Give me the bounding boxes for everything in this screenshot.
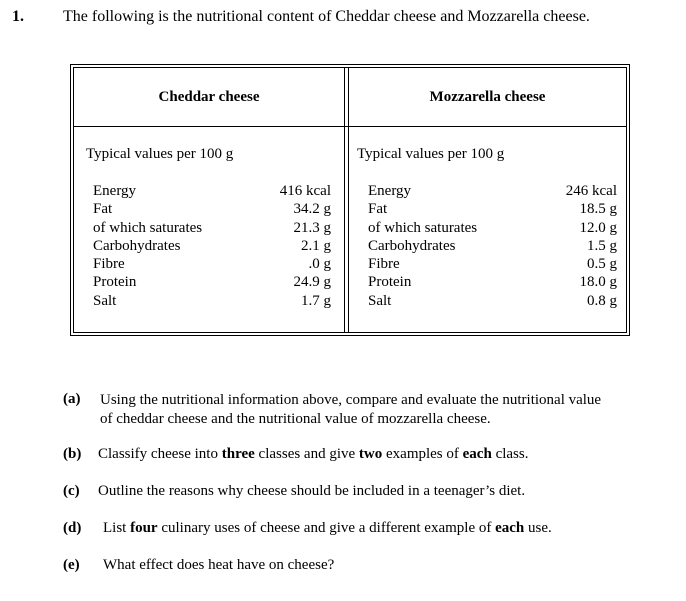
part-c-text: Outline the reasons why cheese should be included in a teenager’s diet. (98, 483, 526, 499)
nutrient-name: Protein (368, 274, 412, 291)
table-column-divider (348, 67, 349, 333)
part-e-label: (e) (63, 557, 80, 573)
nutrient-value: 2.1 g (301, 237, 331, 254)
part-e-text: What effect does heat have on cheese? (103, 557, 335, 573)
emphasis: three (221, 446, 255, 462)
table-header-divider (73, 126, 627, 127)
nutrient-name: Fibre (368, 256, 400, 273)
text-run: culinary uses of cheese and give a different example of (157, 520, 496, 536)
cheddar-nutrient-values (240, 182, 331, 310)
part-d-text (103, 520, 552, 537)
nutrient-name: of which saturates (93, 219, 203, 236)
part-c-label: (c) (63, 483, 80, 499)
question-intro: The following is the nutritional content of Cheddar cheese and Mozzarella cheese. (63, 8, 590, 25)
nutrient-name: Fibre (93, 256, 125, 273)
nutrient-value: 34.2 g (293, 201, 331, 218)
question-number: 1. (12, 8, 24, 25)
part-b-text (98, 446, 528, 463)
mozzarella-typical-values: Typical values per 100 g (357, 146, 505, 162)
nutrient-value: 0.5 g (587, 256, 617, 273)
text-run: examples of (382, 446, 463, 462)
nutrient-name: Energy (368, 183, 412, 199)
text-run: class. (491, 446, 529, 462)
cheddar-header: Cheddar cheese (158, 89, 260, 105)
nutrient-name: Salt (93, 292, 117, 309)
nutrient-name: Fat (93, 201, 113, 218)
nutrient-name: Energy (93, 183, 137, 199)
nutrient-value: 18.0 g (579, 274, 617, 291)
emphasis: four (130, 520, 158, 536)
part-a-label: (a) (63, 391, 81, 407)
text-run: Classify cheese into (98, 446, 222, 462)
nutrient-value: 0.8 g (587, 292, 617, 309)
cheddar-nutrient-names (93, 182, 202, 310)
part-a-text (100, 391, 660, 429)
nutrient-value: 416 kcal (279, 183, 331, 199)
nutrient-value: 24.9 g (293, 274, 331, 291)
nutrient-value: 246 kcal (565, 183, 617, 199)
nutrient-value: 18.5 g (579, 201, 617, 218)
emphasis: each (462, 446, 492, 462)
mozzarella-nutrient-values (520, 182, 617, 310)
nutrient-name: of which saturates (368, 219, 478, 236)
text-run: List (103, 520, 131, 536)
text-run: classes and give (254, 446, 359, 462)
nutrient-value: .0 g (308, 256, 331, 273)
nutrient-value: 1.5 g (587, 237, 617, 254)
part-d-label: (d) (63, 520, 82, 536)
nutrient-value: 12.0 g (579, 219, 617, 236)
table-column-divider (344, 67, 345, 333)
nutrient-value: 21.3 g (293, 219, 331, 236)
nutrient-value: 1.7 g (301, 292, 331, 309)
text-run: use. (524, 520, 552, 536)
part-b-label: (b) (63, 446, 82, 462)
part-a-line1: Using the nutritional information above, compare and evaluate the nutritional value (100, 392, 602, 408)
emphasis: two (358, 446, 383, 462)
nutrient-name: Carbohydrates (368, 237, 456, 254)
cheddar-typical-values: Typical values per 100 g (86, 146, 234, 162)
nutrient-name: Carbohydrates (93, 237, 181, 254)
part-a-line2: of cheddar cheese and the nutritional value of mozzarella cheese. (100, 411, 491, 427)
emphasis: each (495, 520, 525, 536)
mozzarella-header: Mozzarella cheese (429, 89, 546, 105)
nutrient-name: Salt (368, 292, 392, 309)
nutrient-name: Protein (93, 274, 137, 291)
mozzarella-nutrient-names (368, 182, 477, 310)
nutrient-name: Fat (368, 201, 388, 218)
